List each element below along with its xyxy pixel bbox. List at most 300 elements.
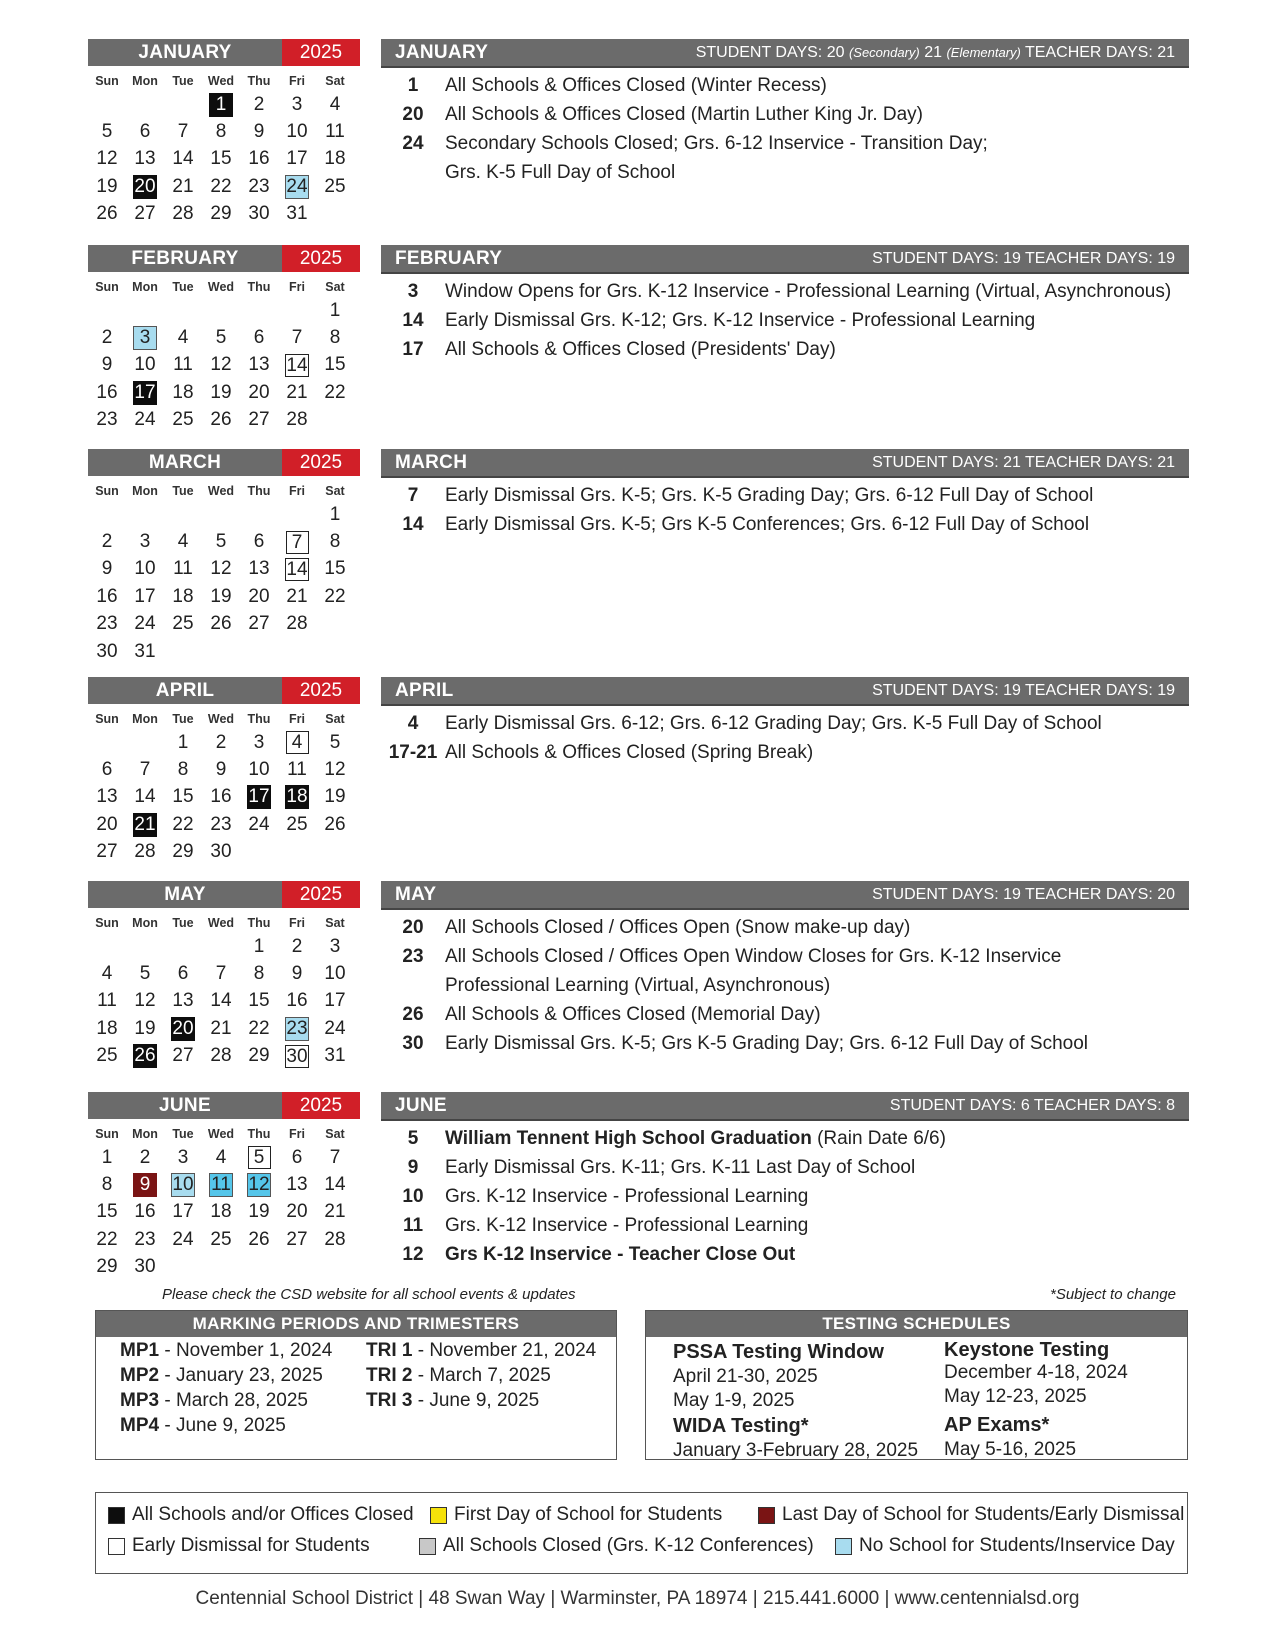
pssa-title: PSSA Testing Window <box>673 1341 884 1363</box>
calendar-week <box>88 118 360 145</box>
day-number: 14 <box>324 1174 346 1196</box>
day-number: 22 <box>96 1228 118 1250</box>
calendar-day <box>164 960 202 987</box>
calendar-day-early <box>278 556 316 583</box>
day-number: 5 <box>215 327 227 349</box>
legend-inserv: No School for Students/Inservice Day <box>835 1535 1175 1557</box>
empty-day <box>202 638 240 665</box>
calendar-day <box>164 756 202 783</box>
weekday-label: Tue <box>172 916 194 930</box>
calendar-day <box>240 960 278 987</box>
day-number: 23 <box>96 409 118 431</box>
event-item <box>381 913 1189 942</box>
day-number: 4 <box>177 531 189 553</box>
event-text: Window Opens for Grs. K-12 Inservice - Professional Learning (Virtual, Asynchronous) <box>445 281 1172 302</box>
weekday-label: Sat <box>325 712 345 726</box>
mini-calendar-feb <box>88 245 360 434</box>
student-teacher-days: STUDENT DAYS: 6 TEACHER DAYS: 8 <box>889 1096 1175 1114</box>
day-number: 1 <box>101 1146 113 1168</box>
calendar-day <box>316 729 354 756</box>
calendar-year: 2025 <box>282 677 360 704</box>
weekday-label: Fri <box>289 484 305 498</box>
calendar-week <box>88 407 360 434</box>
calendar-day-inservice <box>164 1171 202 1198</box>
day-number: 25 <box>210 1228 232 1250</box>
day-number: 10 <box>286 121 308 143</box>
calendar-day <box>316 1015 354 1042</box>
calendar-week <box>88 297 360 324</box>
day-number: 19 <box>210 585 232 607</box>
calendar-day <box>88 756 126 783</box>
empty-day <box>278 501 316 528</box>
day-number: 6 <box>177 963 189 985</box>
day-number: 30 <box>96 640 118 662</box>
day-number: 18 <box>324 148 346 170</box>
empty-day <box>164 1254 202 1281</box>
calendar-day <box>88 988 126 1015</box>
calendar-day <box>202 1144 240 1171</box>
weekday-label: Fri <box>289 280 305 294</box>
events-month-name: JANUARY <box>395 41 489 63</box>
event-text: All Schools & Offices Closed (Martin Luther King Jr. Day) <box>445 104 924 125</box>
event-text: Early Dismissal Grs. 6-12; Grs. 6-12 Grading Day; Grs. K-5 Full Day of School <box>445 713 1102 734</box>
ap-date: May 5-16, 2025 <box>944 1439 1077 1460</box>
calendar-week <box>88 933 360 960</box>
day-number: 26 <box>248 1228 270 1250</box>
calendar-day-closed <box>202 91 240 118</box>
footer: Centennial School District | 48 Swan Way | Warminster, PA 18974 | 215.441.6000 | www.centennialsd.org <box>195 1588 1080 1609</box>
day-number: 17 <box>134 381 156 403</box>
day-number: 20 <box>134 175 156 197</box>
legend-closed: All Schools and/or Offices Closed <box>108 1504 414 1526</box>
day-number: 12 <box>324 759 346 781</box>
calendar-day <box>88 583 126 610</box>
day-number: 13 <box>248 354 270 376</box>
calendar-day <box>240 352 278 379</box>
calendar-day <box>88 638 126 665</box>
day-number: 2 <box>139 1146 151 1168</box>
day-number: 15 <box>324 558 346 580</box>
event-item <box>381 942 1189 971</box>
weekday-label: Wed <box>207 916 235 930</box>
mini-calendar-may <box>88 881 360 1070</box>
calendar-day <box>278 91 316 118</box>
day-number: 11 <box>173 354 193 376</box>
calendar-day <box>202 784 240 811</box>
calendar-header <box>88 881 360 908</box>
day-number: 30 <box>286 1045 308 1067</box>
calendar-day <box>240 201 278 228</box>
calendar-day <box>88 960 126 987</box>
weekday-label: Thu <box>247 484 271 498</box>
day-number: 15 <box>96 1201 118 1223</box>
day-number: 11 <box>97 990 117 1012</box>
calendar-day <box>240 583 278 610</box>
calendar-week <box>88 324 360 351</box>
empty-day <box>164 501 202 528</box>
weekday-label: Sat <box>325 280 345 294</box>
event-date: 17 <box>402 339 424 360</box>
calendar-day <box>316 379 354 406</box>
calendar-day <box>278 324 316 351</box>
calendar-day <box>202 528 240 555</box>
white-square-icon <box>108 1538 125 1555</box>
day-number: 4 <box>177 327 189 349</box>
day-number: 13 <box>134 148 156 170</box>
day-number: 25 <box>172 409 194 431</box>
day-number: 13 <box>96 786 118 808</box>
day-number: 4 <box>215 1146 227 1168</box>
calendar-day <box>126 352 164 379</box>
calendar-week <box>88 379 360 406</box>
calendar-day <box>202 839 240 866</box>
weekday-label: Sun <box>95 1127 119 1141</box>
event-list <box>381 71 1189 187</box>
calendar-day <box>240 556 278 583</box>
day-number: 31 <box>134 640 156 662</box>
calendar-day <box>316 352 354 379</box>
event-item <box>381 129 1189 158</box>
calendar-day <box>240 91 278 118</box>
empty-day <box>126 91 164 118</box>
calendar-day-closed <box>164 1015 202 1042</box>
event-item <box>381 971 1189 1000</box>
weekday-label: Wed <box>207 74 235 88</box>
calendar-day <box>278 118 316 145</box>
calendar-year: 2025 <box>282 449 360 476</box>
day-number: 8 <box>177 759 189 781</box>
calendar-day <box>316 324 354 351</box>
day-number: 23 <box>134 1228 156 1250</box>
day-number: 3 <box>253 731 265 753</box>
events-header <box>381 677 1189 706</box>
day-number: 28 <box>286 613 308 635</box>
keystone-date: May 12-23, 2025 <box>944 1386 1087 1407</box>
calendar-day <box>278 1199 316 1226</box>
calendar-day-early <box>278 352 316 379</box>
calendar-day <box>202 1199 240 1226</box>
day-number: 17 <box>172 1201 194 1223</box>
legend-early: Early Dismissal for Students <box>108 1535 370 1557</box>
calendar-week <box>88 756 360 783</box>
mini-calendar-apr <box>88 677 360 866</box>
calendar-day <box>316 91 354 118</box>
day-number: 21 <box>210 1017 232 1039</box>
day-number: 25 <box>286 813 308 835</box>
calendar-day <box>126 1199 164 1226</box>
calendar-day <box>126 583 164 610</box>
calendar-header <box>88 245 360 272</box>
keystone-title: Keystone Testing <box>944 1339 1110 1361</box>
day-number: 18 <box>210 1201 232 1223</box>
event-item <box>381 277 1189 306</box>
calendar-day <box>278 611 316 638</box>
event-date: 9 <box>407 1157 419 1178</box>
event-text: Grs K-12 Inservice - Teacher Close Out <box>445 1244 796 1265</box>
weekday-label: Thu <box>247 280 271 294</box>
calendar-day <box>126 756 164 783</box>
calendar-week <box>88 173 360 200</box>
calendar-week <box>88 1226 360 1253</box>
day-number: 6 <box>253 531 265 553</box>
day-number: 29 <box>96 1256 118 1278</box>
calendar-day-closed <box>278 784 316 811</box>
calendar-day <box>316 556 354 583</box>
day-number: 2 <box>253 93 265 115</box>
mp-list <box>120 1338 332 1438</box>
calendar-day <box>240 1226 278 1253</box>
event-text: Secondary Schools Closed; Grs. 6-12 Inservice - Transition Day; <box>445 133 988 154</box>
empty-day <box>164 91 202 118</box>
day-number: 5 <box>329 731 341 753</box>
keystone-block <box>944 1339 1128 1462</box>
calendar-header <box>88 1092 360 1119</box>
day-number: 20 <box>286 1201 308 1223</box>
calendar-day-early <box>240 1144 278 1171</box>
calendar-day-inservice <box>278 1015 316 1042</box>
empty-day <box>88 91 126 118</box>
calendar-day <box>202 379 240 406</box>
day-number: 11 <box>325 121 345 143</box>
calendar-day <box>202 173 240 200</box>
event-date: 1 <box>407 75 419 96</box>
day-number: 3 <box>291 93 303 115</box>
day-number: 3 <box>177 1146 189 1168</box>
calendar-day <box>88 1043 126 1070</box>
calendar-day <box>88 173 126 200</box>
calendar-day <box>316 988 354 1015</box>
empty-day <box>278 297 316 324</box>
day-number: 19 <box>134 1017 156 1039</box>
day-number: 11 <box>173 558 193 580</box>
day-number: 21 <box>172 175 194 197</box>
weekday-row <box>88 71 360 91</box>
calendar-week <box>88 1171 360 1198</box>
day-number: 12 <box>96 148 118 170</box>
calendar-week <box>88 839 360 866</box>
event-date: 11 <box>402 1215 424 1236</box>
day-number: 26 <box>210 613 232 635</box>
calendar-day <box>164 583 202 610</box>
calendar-day <box>88 611 126 638</box>
testing-schedules-box <box>645 1310 1188 1460</box>
day-number: 19 <box>324 786 346 808</box>
calendar-week <box>88 146 360 173</box>
calendar-day <box>240 1043 278 1070</box>
day-number: 4 <box>329 93 341 115</box>
calendar-day <box>202 201 240 228</box>
calendar-day <box>240 324 278 351</box>
event-date: 20 <box>402 104 424 125</box>
day-number: 7 <box>139 759 151 781</box>
calendar-day <box>88 352 126 379</box>
calendar-day <box>202 729 240 756</box>
calendar-day <box>164 1043 202 1070</box>
calendar-day-closed <box>240 784 278 811</box>
pssa-date: May 1-9, 2025 <box>673 1390 795 1411</box>
day-number: 20 <box>96 813 118 835</box>
weekday-label: Mon <box>132 712 158 726</box>
event-date: 7 <box>407 485 419 506</box>
weekday-label: Fri <box>289 74 305 88</box>
calendar-day <box>164 556 202 583</box>
subject-note: *Subject to change <box>1050 1286 1176 1303</box>
calendar-week <box>88 501 360 528</box>
empty-day <box>88 297 126 324</box>
day-number: 28 <box>324 1228 346 1250</box>
event-list <box>381 481 1189 539</box>
weekday-label: Mon <box>132 916 158 930</box>
calendar-day <box>240 1015 278 1042</box>
day-number: 22 <box>324 585 346 607</box>
empty-day <box>316 638 354 665</box>
event-date: 24 <box>402 133 424 154</box>
calendar-day <box>316 297 354 324</box>
weekday-label: Mon <box>132 280 158 294</box>
day-number: 13 <box>248 558 270 580</box>
day-number: 15 <box>210 148 232 170</box>
day-number: 17 <box>286 148 308 170</box>
day-number: 6 <box>139 121 151 143</box>
events-jun <box>381 1092 1189 1269</box>
calendar-day <box>164 352 202 379</box>
day-number: 11 <box>287 759 307 781</box>
trimester-list <box>366 1338 596 1413</box>
empty-day <box>88 933 126 960</box>
calendar-day <box>316 811 354 838</box>
calendar-day <box>202 407 240 434</box>
calendar-day-lastday <box>126 1171 164 1198</box>
day-number: 16 <box>248 148 270 170</box>
calendar-week <box>88 201 360 228</box>
day-number: 22 <box>324 381 346 403</box>
calendar-week <box>88 784 360 811</box>
day-number: 9 <box>133 1173 157 1197</box>
day-number: 21 <box>286 381 308 403</box>
event-text: Grs. K-12 Inservice - Professional Learning <box>445 1215 809 1236</box>
calendar-day <box>88 1015 126 1042</box>
calendar-year: 2025 <box>282 245 360 272</box>
calendar-day <box>278 1144 316 1171</box>
calendar-day <box>164 784 202 811</box>
calendar-week <box>88 583 360 610</box>
event-date: 26 <box>402 1004 424 1025</box>
calendar-day <box>88 146 126 173</box>
day-number: 20 <box>172 1017 194 1039</box>
event-text: Professional Learning (Virtual, Asynchronous) <box>445 975 831 996</box>
day-number: 9 <box>215 759 227 781</box>
day-number: 28 <box>286 409 308 431</box>
calendar-day <box>88 556 126 583</box>
day-number: 19 <box>210 381 232 403</box>
tri-item: TRI 1 - November 21, 2024 <box>366 1340 597 1361</box>
calendar-day <box>126 1144 164 1171</box>
calendar-year: 2025 <box>282 1092 360 1119</box>
calendar-month-name: JANUARY <box>88 39 282 66</box>
calendar-day <box>126 611 164 638</box>
day-number: 27 <box>172 1045 194 1067</box>
event-date <box>381 971 445 1000</box>
day-number: 12 <box>210 558 232 580</box>
calendar-day <box>316 1199 354 1226</box>
empty-day <box>88 501 126 528</box>
day-number: 6 <box>101 759 113 781</box>
event-item <box>381 100 1189 129</box>
weekday-label: Thu <box>247 74 271 88</box>
day-number: 10 <box>172 1174 194 1196</box>
day-number: 24 <box>248 813 270 835</box>
empty-day <box>240 839 278 866</box>
day-number: 12 <box>134 990 156 1012</box>
event-list <box>381 277 1189 364</box>
tri-item: TRI 3 - June 9, 2025 <box>366 1390 540 1411</box>
day-number: 30 <box>248 203 270 225</box>
calendar-day <box>316 146 354 173</box>
day-number: 27 <box>248 409 270 431</box>
legend <box>95 1492 1188 1574</box>
event-item <box>381 1124 1189 1153</box>
mp-item: MP3 - March 28, 2025 <box>120 1390 308 1411</box>
calendar-day <box>164 324 202 351</box>
events-jan <box>381 39 1189 187</box>
mini-calendar-mar <box>88 449 360 665</box>
calendar-day <box>164 1144 202 1171</box>
day-number: 15 <box>248 990 270 1012</box>
legend-conf: All Schools Closed (Grs. K-12 Conferences) <box>419 1535 814 1557</box>
weekday-label: Mon <box>132 74 158 88</box>
day-number: 1 <box>329 503 341 525</box>
calendar-week <box>88 528 360 555</box>
day-number: 10 <box>248 759 270 781</box>
calendar-day <box>126 1226 164 1253</box>
calendar-day <box>164 407 202 434</box>
calendar-day-early <box>278 528 316 555</box>
day-number: 1 <box>177 731 189 753</box>
day-number: 29 <box>210 203 232 225</box>
day-number: 8 <box>253 963 265 985</box>
weekday-row <box>88 913 360 933</box>
calendar-day <box>126 960 164 987</box>
day-number: 28 <box>210 1045 232 1067</box>
day-number: 7 <box>177 121 189 143</box>
day-number: 14 <box>210 990 232 1012</box>
event-date: 23 <box>402 946 424 967</box>
weekday-label: Thu <box>247 712 271 726</box>
day-number: 18 <box>286 786 308 808</box>
event-item <box>381 709 1189 738</box>
event-item <box>381 510 1189 539</box>
day-number: 14 <box>134 786 156 808</box>
event-item <box>381 1211 1189 1240</box>
calendar-day <box>126 528 164 555</box>
marking-periods-title: MARKING PERIODS AND TRIMESTERS <box>96 1311 616 1337</box>
empty-day <box>316 201 354 228</box>
calendar-day <box>164 811 202 838</box>
day-number: 26 <box>324 813 346 835</box>
event-text: Early Dismissal Grs. K-5; Grs. K-5 Grading Day; Grs. 6-12 Full Day of School <box>445 485 1094 506</box>
calendar-day-closed <box>126 811 164 838</box>
calendar-header <box>88 677 360 704</box>
events-month-name: MARCH <box>395 451 468 473</box>
calendar-day <box>240 379 278 406</box>
day-number: 27 <box>134 203 156 225</box>
weekday-label: Sun <box>95 484 119 498</box>
event-list <box>381 913 1189 1058</box>
event-item <box>381 158 1189 187</box>
day-number: 26 <box>96 203 118 225</box>
day-number: 3 <box>133 326 157 350</box>
day-number: 26 <box>210 409 232 431</box>
